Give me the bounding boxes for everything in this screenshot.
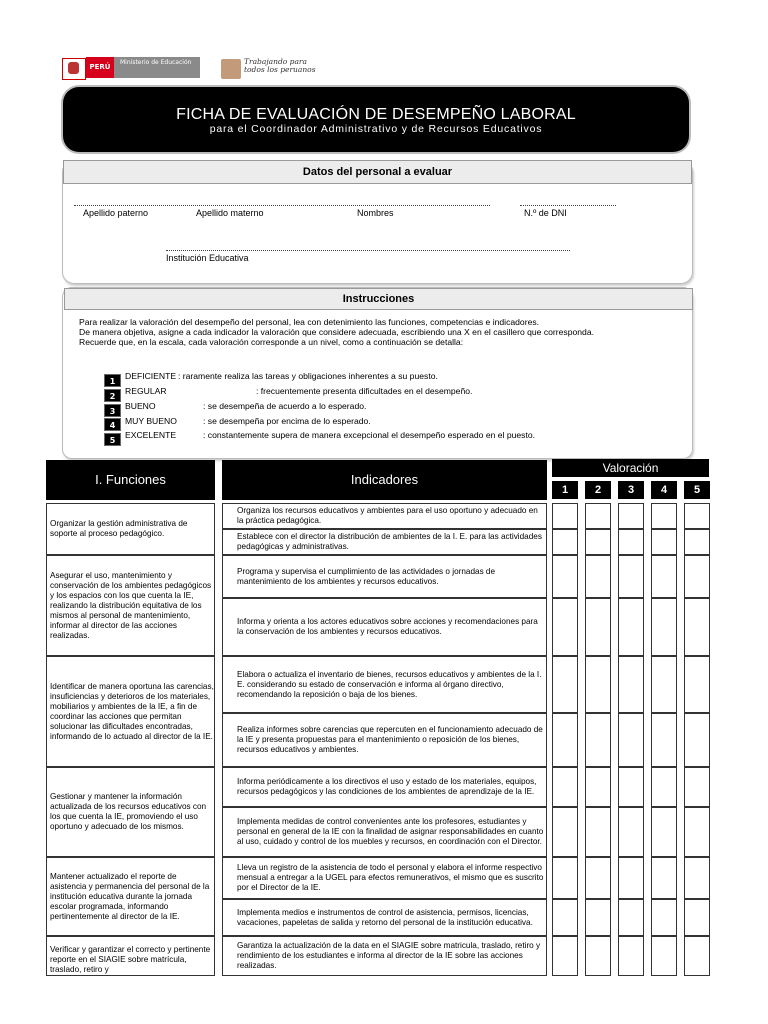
valoracion-checkbox[interactable] — [585, 857, 611, 899]
valoracion-checkbox[interactable] — [552, 598, 578, 656]
indicador-cell: Elabora o actualiza el inventario de bienes, recursos educativos y ambientes de la I. E. considerando su estado de conservación e informa al órgano directivo, recomendando la reposición o baja de los bienes. — [222, 656, 547, 713]
valoracion-header: Valoración — [552, 459, 709, 477]
valoracion-checkbox[interactable] — [552, 807, 578, 857]
indicadores-header: Indicadores — [222, 460, 547, 500]
scale-number: 5 — [104, 433, 121, 446]
valoracion-checkbox[interactable] — [552, 936, 578, 976]
scale-name: DEFICIENTE — [125, 371, 177, 381]
instr-line-2: De manera objetiva, asigne a cada indicador la valoración que considere adecuada, escribiendo una X en el casillero que corresponda. — [79, 327, 594, 337]
indicador-cell: Implementa medidas de control convenientes ante los profesores, estudiantes y personal en general de la IE con la finalidad de asignar responsabilidades en cuanto al uso, cuidado y control de los muebles y recursos, en coordinación con el Director. — [222, 807, 547, 857]
label-institucion: Institución Educativa — [166, 253, 249, 263]
valoracion-checkbox[interactable] — [618, 857, 644, 899]
valoracion-checkbox[interactable] — [552, 529, 578, 555]
valoracion-checkbox[interactable] — [684, 857, 710, 899]
scale-desc: : se desempeña de acuerdo a lo esperado. — [203, 401, 367, 411]
indicador-cell: Organiza los recursos educativos y ambientes para el uso oportuno y adecuado en la práctica pedagógica. — [222, 503, 547, 529]
valoracion-checkbox[interactable] — [618, 899, 644, 936]
indicador-cell: Informa periódicamente a los directivos el uso y estado de los materiales, equipos, recursos pedagógicos y las condiciones de los ambientes de aprendizaje de la IE. — [222, 767, 547, 807]
valoracion-checkbox[interactable] — [618, 767, 644, 807]
valoracion-checkbox[interactable] — [684, 555, 710, 598]
valoracion-checkbox[interactable] — [651, 555, 677, 598]
valoracion-checkbox[interactable] — [552, 656, 578, 713]
valoracion-checkbox[interactable] — [651, 936, 677, 976]
tagline: Trabajando para todos los peruanos — [244, 57, 316, 74]
valoracion-checkbox[interactable] — [585, 936, 611, 976]
institucion-field-line[interactable] — [166, 250, 570, 251]
funcion-cell: Mantener actualizado el reporte de asistencia y permanencia del personal de la institución educativa durante la jornada escolar programada, informando pertinentemente al director de la IE. — [46, 857, 215, 936]
valoracion-checkbox[interactable] — [585, 807, 611, 857]
instrucciones-heading: Instrucciones — [64, 288, 693, 310]
valoracion-checkbox[interactable] — [585, 656, 611, 713]
label-dni: N.º de DNI — [524, 208, 567, 218]
dni-field-line[interactable] — [520, 205, 616, 206]
valoracion-checkbox[interactable] — [618, 529, 644, 555]
name-field-line[interactable] — [74, 205, 490, 206]
indicador-cell: Lleva un registro de la asistencia de todo el personal y elabora el informe respectivo mensual a entregar a la UGEL para efectos remunerativos, el mismo que es suscrito por el Director de la IE. — [222, 857, 547, 899]
label-apellido-materno: Apellido materno — [196, 208, 264, 218]
valoracion-checkbox[interactable] — [585, 899, 611, 936]
scale-number: 2 — [104, 389, 121, 402]
valoracion-checkbox[interactable] — [552, 767, 578, 807]
indicador-cell: Garantiza la actualización de la data en el SIAGIE sobre matricula, traslado, retiro y rendimiento de los estudiantes e informa al director de la IE sobre las acciones realizadas. — [222, 936, 547, 976]
valoracion-checkbox[interactable] — [651, 656, 677, 713]
valoracion-checkbox[interactable] — [618, 807, 644, 857]
valoracion-checkbox[interactable] — [618, 555, 644, 598]
valoracion-checkbox[interactable] — [552, 899, 578, 936]
indicador-cell: Programa y supervisa el cumplimiento de las actividades o jornadas de mantenimiento de los ambientes y recursos educativos. — [222, 555, 547, 598]
valoracion-checkbox[interactable] — [684, 767, 710, 807]
title-banner — [63, 87, 689, 152]
label-apellido-paterno: Apellido paterno — [83, 208, 149, 218]
valoracion-checkbox[interactable] — [618, 936, 644, 976]
label-nombres: Nombres — [357, 208, 394, 218]
funciones-header: I. Funciones — [46, 460, 215, 500]
valoracion-checkbox[interactable] — [684, 529, 710, 555]
indicador-cell: Implementa medios e instrumentos de control de asistencia, permisos, licencias, vacaciones, papeletas de salida y retorno del personal de la institución educativa. — [222, 899, 547, 936]
valoracion-checkbox[interactable] — [651, 807, 677, 857]
scale-desc: : constantemente supera de manera excepcional el desempeño esperado en el puesto. — [203, 430, 536, 440]
page-title: FICHA DE EVALUACIÓN DE DESEMPEÑO LABORAL — [176, 106, 576, 123]
funcion-cell: Identificar de manera oportuna las carencias, insuficiencias y deterioros de los materiales, mobiliarios y ambientes de la IE, a fin de coordinar las acciones que permitan solucionar las dificultades encontradas, informando de lo actuado al director de la IE. — [46, 656, 215, 767]
scale-desc: : frecuentemente presenta dificultades en el desempeño. — [256, 386, 473, 396]
valoracion-col-header: 5 — [684, 481, 710, 499]
valoracion-checkbox[interactable] — [585, 713, 611, 767]
scale-name: EXCELENTE — [125, 430, 177, 440]
funcion-cell: Asegurar el uso, mantenimiento y conservación de los ambientes pedagógicos y los espacios con los que cuenta la IE, realizando la distribución equitativa de los mismos al personal de mantenimiento, informar al director de las acciones realizadas. — [46, 555, 215, 656]
valoracion-checkbox[interactable] — [552, 555, 578, 598]
valoracion-checkbox[interactable] — [684, 656, 710, 713]
valoracion-checkbox[interactable] — [651, 857, 677, 899]
valoracion-checkbox[interactable] — [585, 555, 611, 598]
instr-line-1: Para realizar la valoración del desempeño del personal, lea con detenimiento las funciones, competencias e indicadores. — [79, 317, 540, 327]
funcion-cell: Gestionar y mantener la información actualizada de los recursos educativos con los que cuenta la IE, promoviendo el uso oportuno y adecuado de los mismos. — [46, 767, 215, 857]
valoracion-checkbox[interactable] — [585, 767, 611, 807]
valoracion-checkbox[interactable] — [651, 767, 677, 807]
valoracion-checkbox[interactable] — [618, 503, 644, 529]
valoracion-checkbox[interactable] — [651, 529, 677, 555]
scale-number: 3 — [104, 404, 121, 417]
valoracion-checkbox[interactable] — [618, 598, 644, 656]
scale-desc: : raramente realiza las tareas y obligaciones inherentes a su puesto. — [178, 371, 438, 381]
valoracion-checkbox[interactable] — [618, 713, 644, 767]
valoracion-col-header: 2 — [585, 481, 611, 499]
ministerio-logo: Ministerio de Educación — [114, 57, 200, 78]
valoracion-col-header: 4 — [651, 481, 677, 499]
valoracion-checkbox[interactable] — [684, 807, 710, 857]
scale-number: 4 — [104, 418, 121, 431]
scale-name: REGULAR — [125, 386, 167, 396]
valoracion-checkbox[interactable] — [651, 598, 677, 656]
valoracion-col-header: 1 — [552, 481, 578, 499]
valoracion-checkbox[interactable] — [552, 857, 578, 899]
indicador-cell: Establece con el director la distribución de ambientes de la I. E. para las actividades pedagógicas y administrativas. — [222, 529, 547, 555]
peru-logo: PERÚ — [86, 57, 114, 78]
valoracion-checkbox[interactable] — [684, 598, 710, 656]
valoracion-checkbox[interactable] — [684, 899, 710, 936]
valoracion-checkbox[interactable] — [552, 713, 578, 767]
datos-heading: Datos del personal a evaluar — [63, 160, 692, 184]
peru-shield-icon — [62, 58, 86, 80]
valoracion-col-header: 3 — [618, 481, 644, 499]
valoracion-checkbox[interactable] — [651, 713, 677, 767]
valoracion-checkbox[interactable] — [651, 503, 677, 529]
tagline-photo-icon — [221, 59, 241, 79]
valoracion-checkbox[interactable] — [684, 713, 710, 767]
instr-line-3: Recuerde que, en la escala, cada valoración corresponde a un nivel, como a continuación se detalla: — [79, 337, 464, 347]
valoracion-checkbox[interactable] — [684, 503, 710, 529]
valoracion-checkbox[interactable] — [684, 936, 710, 976]
page-subtitle: para el Coordinador Administrativo y de Recursos Educativos — [209, 123, 543, 135]
funcion-cell: Organizar la gestión administrativa de soporte al proceso pedagógico. — [46, 503, 215, 555]
indicador-cell: Realiza informes sobre carencias que repercuten en el funcionamiento adecuado de la IE y presenta propuestas para el mantenimiento o reposición de los bienes, recursos educativos y ambientes. — [222, 713, 547, 767]
scale-number: 1 — [104, 374, 121, 387]
valoracion-checkbox[interactable] — [585, 503, 611, 529]
indicador-cell: Informa y orienta a los actores educativos sobre acciones y recomendaciones para la conservación de los ambientes y recursos educativos. — [222, 598, 547, 656]
funcion-cell: Verificar y garantizar el correcto y pertinente reporte en el SIAGIE sobre matrícula, traslado, retiro y — [46, 936, 215, 976]
scale-name: BUENO — [125, 401, 156, 411]
valoracion-checkbox[interactable] — [585, 529, 611, 555]
valoracion-checkbox[interactable] — [552, 503, 578, 529]
scale-desc: : se desempeña por encima de lo esperado. — [203, 416, 371, 426]
valoracion-checkbox[interactable] — [651, 899, 677, 936]
valoracion-checkbox[interactable] — [618, 656, 644, 713]
valoracion-checkbox[interactable] — [585, 598, 611, 656]
scale-name: MUY BUENO — [125, 416, 177, 426]
instrucciones-text — [79, 317, 679, 347]
